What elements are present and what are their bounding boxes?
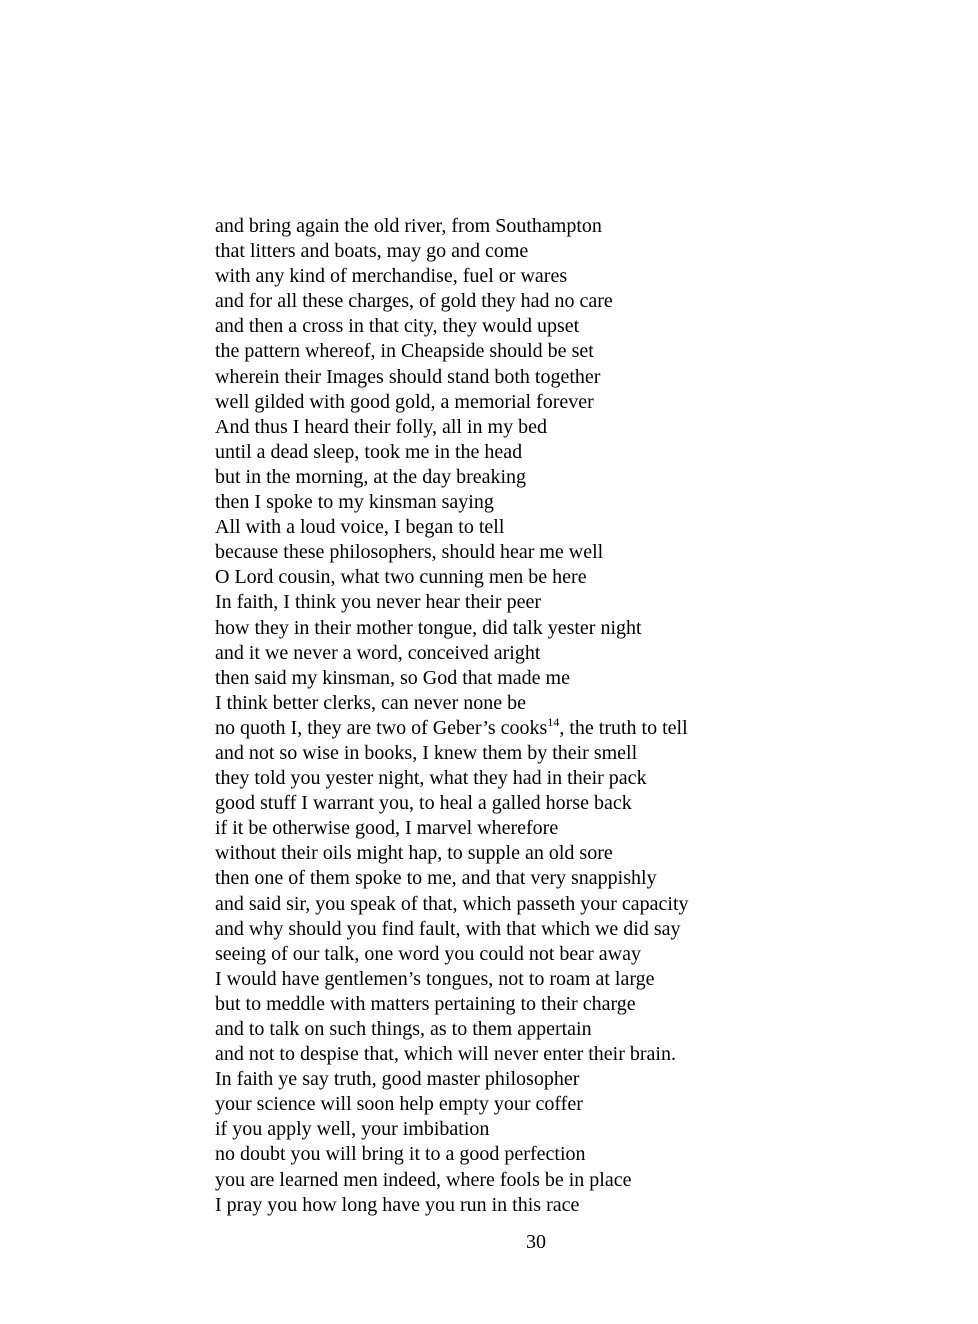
poem-line: if it be otherwise good, I marvel wherefore [215,817,559,840]
poem-line: I think better clerks, can never none be [215,691,526,714]
poem-line: they told you yester night, what they had in their pack [215,767,647,790]
line-text: , the truth to tell [559,716,688,739]
poem-line: and for all these charges, of gold they had no care [215,290,613,313]
poem-line: then one of them spoke to me, and that very snappishly [215,867,657,890]
poem-line: how they in their mother tongue, did talk yester night [215,616,642,639]
footnote-marker[interactable]: 14 [547,714,560,729]
poem-line: and said sir, you speak of that, which passeth your capacity [215,892,689,915]
poem-line: but in the morning, at the day breaking [215,465,527,488]
poem-line: no doubt you will bring it to a good perfection [215,1143,586,1166]
poem-line: and bring again the old river, from Southampton [215,215,602,237]
poem-line: and not to despise that, which will never enter their brain. [215,1043,676,1066]
poem-line: and why should you find fault, with that which we did say [215,917,681,940]
poem-line: with any kind of merchandise, fuel or wares [215,265,568,288]
poem-line: then said my kinsman, so God that made me [215,666,570,689]
poem-line: and to talk on such things, as to them appertain [215,1018,592,1040]
poem-line: if you apply well, your imbibation [215,1118,490,1141]
poem-line: and then a cross in that city, they would upset [215,315,580,338]
poem-line: I pray you how long have you run in this race [215,1193,580,1216]
poem-line: In faith, I think you never hear their peer [215,591,541,614]
poem-line: and it we never a word, conceived aright [215,641,541,664]
poem-line: In faith ye say truth, good master philosopher [215,1068,580,1091]
line-text: no quoth I, they are two of Geber’s cooks [215,716,548,739]
poem-line: then I spoke to my kinsman saying [215,491,494,514]
poem-line: that litters and boats, may go and come [215,240,529,263]
poem-line: until a dead sleep, took me in the head [215,440,523,463]
poem-line: without their oils might hap, to supple an old sore [215,842,613,865]
poem-line: I would have gentlemen’s tongues, not to roam at large [215,967,655,990]
poem-line-with-footnote [215,716,689,741]
poem-line: you are learned men indeed, where fools be in place [215,1168,632,1191]
poem-line: well gilded with good gold, a memorial forever [215,390,594,413]
poem-line: the pattern whereof, in Cheapside should be set [215,340,594,363]
poem-line: seeing of our talk, one word you could not bear away [215,942,641,965]
poem-line: and not so wise in books, I knew them by their smell [215,741,638,764]
poem-line: All with a loud voice, I began to tell [215,516,505,539]
poem-text [215,214,689,1218]
poem-line: but to meddle with matters pertaining to their charge [215,992,636,1015]
poem-line: And thus I heard their folly, all in my bed [215,415,547,438]
page-number: 30 [526,1231,546,1253]
poem-line: wherein their Images should stand both together [215,365,601,388]
poem-line: good stuff I warrant you, to heal a galled horse back [215,792,632,815]
poem-line: because these philosophers, should hear me well [215,541,604,564]
poem-line: your science will soon help empty your coffer [215,1093,583,1116]
poem-line: O Lord cousin, what two cunning men be here [215,566,587,589]
